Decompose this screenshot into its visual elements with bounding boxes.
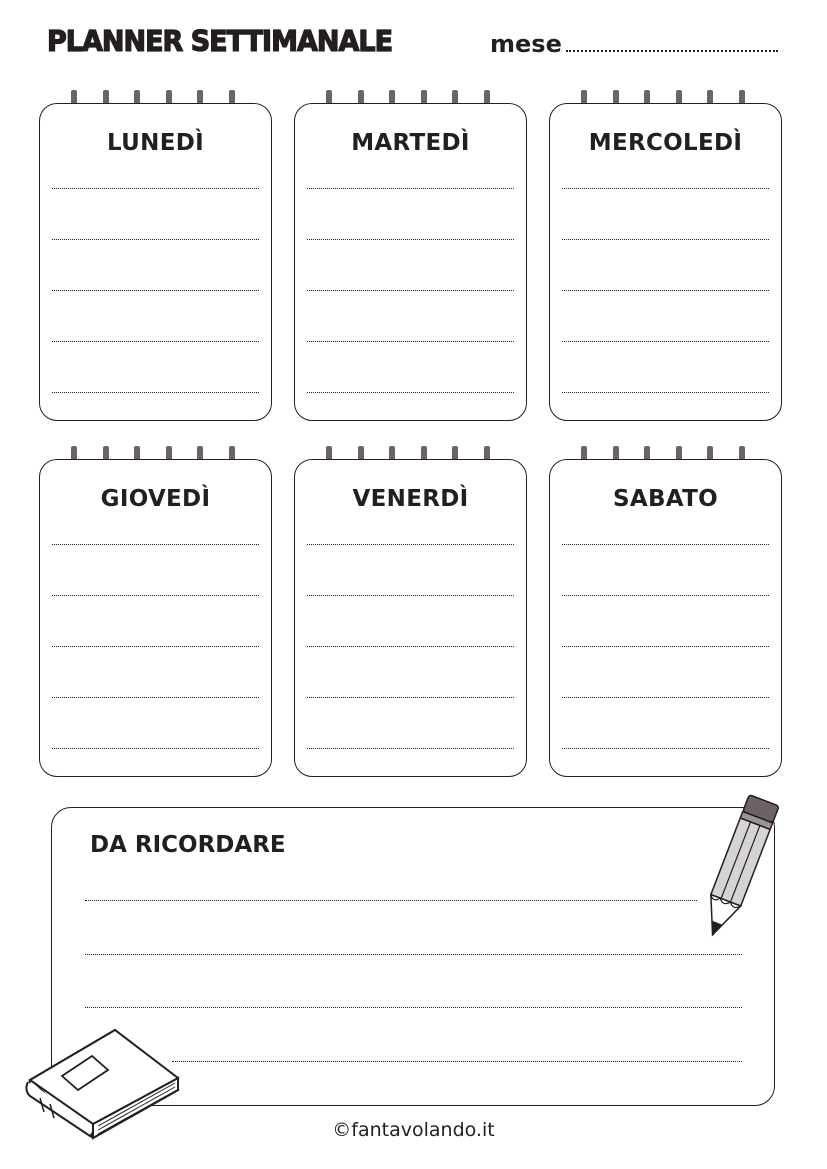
write-line[interactable] xyxy=(562,239,769,240)
day-title: MARTEDÌ xyxy=(351,130,470,156)
memo-write-line[interactable] xyxy=(85,900,697,901)
write-line[interactable] xyxy=(307,646,514,647)
write-line[interactable] xyxy=(562,595,769,596)
memo-write-line[interactable] xyxy=(85,1007,742,1008)
write-line[interactable] xyxy=(562,646,769,647)
memo-title: DA RICORDARE xyxy=(90,832,286,858)
day-card-giovedi xyxy=(39,459,272,777)
write-line[interactable] xyxy=(562,748,769,749)
write-line[interactable] xyxy=(562,188,769,189)
write-line[interactable] xyxy=(52,341,259,342)
day-title: GIOVEDÌ xyxy=(100,486,211,512)
write-line[interactable] xyxy=(307,290,514,291)
page-title: PLANNER SETTIMANALE xyxy=(47,26,393,59)
write-line[interactable] xyxy=(307,748,514,749)
write-line[interactable] xyxy=(562,290,769,291)
write-line[interactable] xyxy=(52,544,259,545)
write-line[interactable] xyxy=(52,697,259,698)
write-line[interactable] xyxy=(52,239,259,240)
write-line[interactable] xyxy=(562,341,769,342)
day-title: LUNEDÌ xyxy=(107,130,204,156)
write-line[interactable] xyxy=(307,544,514,545)
write-line[interactable] xyxy=(52,290,259,291)
memo-write-line[interactable] xyxy=(85,954,742,955)
day-card-mercoledi xyxy=(549,103,782,421)
day-card-venerdi xyxy=(294,459,527,777)
write-line[interactable] xyxy=(307,341,514,342)
write-line[interactable] xyxy=(52,392,259,393)
write-line[interactable] xyxy=(52,595,259,596)
write-line[interactable] xyxy=(307,188,514,189)
write-line[interactable] xyxy=(307,392,514,393)
day-card-sabato xyxy=(549,459,782,777)
month-field[interactable] xyxy=(490,30,778,58)
write-line[interactable] xyxy=(52,748,259,749)
copyright-text: ©fantavolando.it xyxy=(332,1119,495,1141)
write-line[interactable] xyxy=(562,697,769,698)
write-line[interactable] xyxy=(562,392,769,393)
day-title: SABATO xyxy=(613,486,718,512)
day-card-martedi xyxy=(294,103,527,421)
write-line[interactable] xyxy=(562,544,769,545)
day-card-lunedi xyxy=(39,103,272,421)
write-line[interactable] xyxy=(307,697,514,698)
pencil-icon xyxy=(700,790,810,950)
month-label: mese xyxy=(490,30,562,58)
write-line[interactable] xyxy=(307,595,514,596)
day-title: MERCOLEDÌ xyxy=(588,130,743,156)
day-title: VENERDÌ xyxy=(352,486,469,512)
write-line[interactable] xyxy=(52,646,259,647)
write-line[interactable] xyxy=(52,188,259,189)
month-write-line[interactable] xyxy=(566,50,778,52)
write-line[interactable] xyxy=(307,239,514,240)
memo-write-line[interactable] xyxy=(172,1061,742,1062)
